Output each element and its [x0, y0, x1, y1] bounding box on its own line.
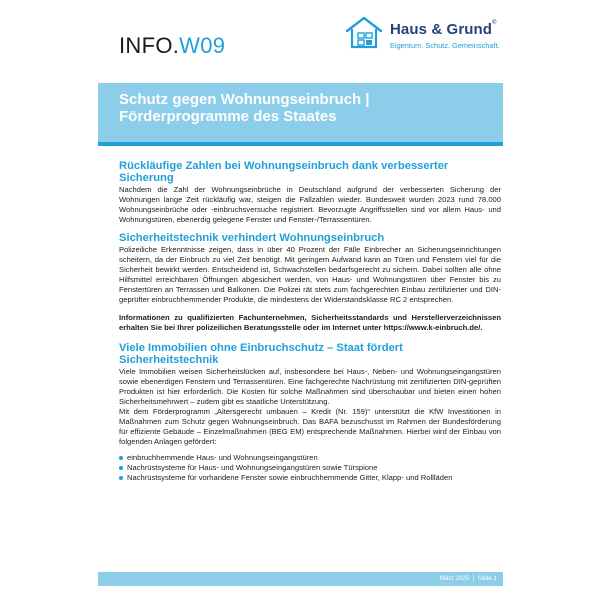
haus-und-grund-logo [344, 14, 500, 54]
list-item: Nachrüstsysteme für Haus- und Wohnungseingangstüren sowie Türspione [119, 463, 501, 473]
section-declining-burglaries [119, 160, 501, 225]
house-logo-icon [344, 14, 384, 50]
section-body: Nachdem die Zahl der Wohnungseinbrüche in Deutschland aufgrund der verbesserten Sicherung der Wohnungen lange Zeit rückläufig war, steigen die Fallzahlen wieder. Bundesweit wurden 2023 rund 78.000 Wohnungseinbrüche oder -einbruchsversuche registriert. Bevorzugte Angriffsstellen sind vor allem Haus- und Wohnungstüren, ebenerdig gelegene Fenster und Fenster-/Terrassentüren. [119, 185, 501, 224]
info-note: Informationen zu qualifizierten Fachunternehmen, Sicherheitsstandards und Herstellerverzeichnissen erhalten Sie bei Ihrer polizeilichen Beratungsstelle oder im Internet unter https://www.k-einbruch.de/. [119, 313, 501, 332]
main-content [119, 160, 501, 490]
footer-date: März 2025 [439, 575, 470, 582]
section-body: Polizeiliche Erkenntnisse zeigen, dass in über 40 Prozent der Fälle Einbrecher an Sicherungseinrichtungen scheitern, da der Einbruch zu viel Zeit benötigt. Mit geringem Aufwand kann an Türen und Fenstern viel für die Sicherheit bewirkt werden. Entscheidend ist, Schwachstellen bedarfsgerecht zu sichern. Dabei sollten alle ohne Hilfsmittel erreichbaren Öffnungen abgesichert werden, von Haus- und Wohnungstüren über Fenster bis zu Fenstertüren an Terrassen und Balkonen. Die Polizei rät stets zum fachgerechten Einbau zertifizierter und DIN-geprüfter einbruchhemmender Produkte, die mindestens der Widerstandsklasse RC 2 entsprechen. [119, 245, 501, 304]
logo-tagline: Eigentum. Schutz. Gemeinschaft. [390, 41, 500, 50]
section-heading: Sicherheitstechnik verhindert Wohnungseinbruch [119, 232, 385, 244]
footer-page-number: Seite 1 [477, 575, 497, 582]
page-title: Schutz gegen Wohnungseinbruch | Förderprogramme des Staates [119, 91, 370, 125]
list-item: Nachrüstsysteme für vorhandene Fenster sowie einbruchhemmende Gitter, Klapp- und Rollläden [119, 473, 501, 483]
section-security-technology [119, 232, 501, 305]
footer-separator: | [472, 575, 475, 582]
info-code-suffix: W09 [179, 33, 226, 58]
list-item: einbruchhemmende Haus- und Wohnungseingangstüren [119, 453, 501, 463]
page-footer [98, 572, 503, 586]
section-body-1: Viele Immobilien weisen Sicherheitslücken auf, insbesondere bei Haus-, Neben- und Wohnungseingangstüren sowie ebenerdigen Fenstern und Terrassentüren. Eine fachgerechte Nachrüstung mit zertifizierten DIN-geprüften Produkten ist hier erforderlich. Die Kosten für solche Maßnahmen sind überschaubar und bieten einen hohen Sicherheitsmehrwert – zudem gibt es staatliche Unterstützung. [119, 367, 501, 406]
section-heading: Viele Immobilien ohne Einbruchschutz – Staat fördert Sicherheitstechnik [119, 342, 403, 366]
section-funding [119, 342, 501, 483]
info-code [119, 34, 225, 58]
logo-wordmark: Haus & Grund® [390, 20, 497, 38]
section-heading: Rückläufige Zahlen bei Wohnungseinbruch dank verbesserter Sicherung [119, 160, 449, 184]
funded-measures-list [119, 453, 501, 483]
footer-meta [440, 575, 497, 582]
banner-underline [98, 142, 503, 146]
page-header [0, 0, 600, 78]
info-code-prefix: INFO. [119, 33, 180, 58]
title-banner [98, 83, 503, 142]
section-body-2: Mit dem Förderprogramm „Altersgerecht umbauen – Kredit (Nr. 159)“ unterstützt die KfW Investitionen in Maßnahmen zum Schutz gegen Wohnungseinbruch. Das BAFA bezuschusst im Rahmen der Bundesförderung für effiziente Gebäude – Einzelmaßnahmen (BEG EM) entsprechende Maßnahmen. Hierbei wird der Einbau von folgenden Anlagen gefördert: [119, 407, 501, 446]
